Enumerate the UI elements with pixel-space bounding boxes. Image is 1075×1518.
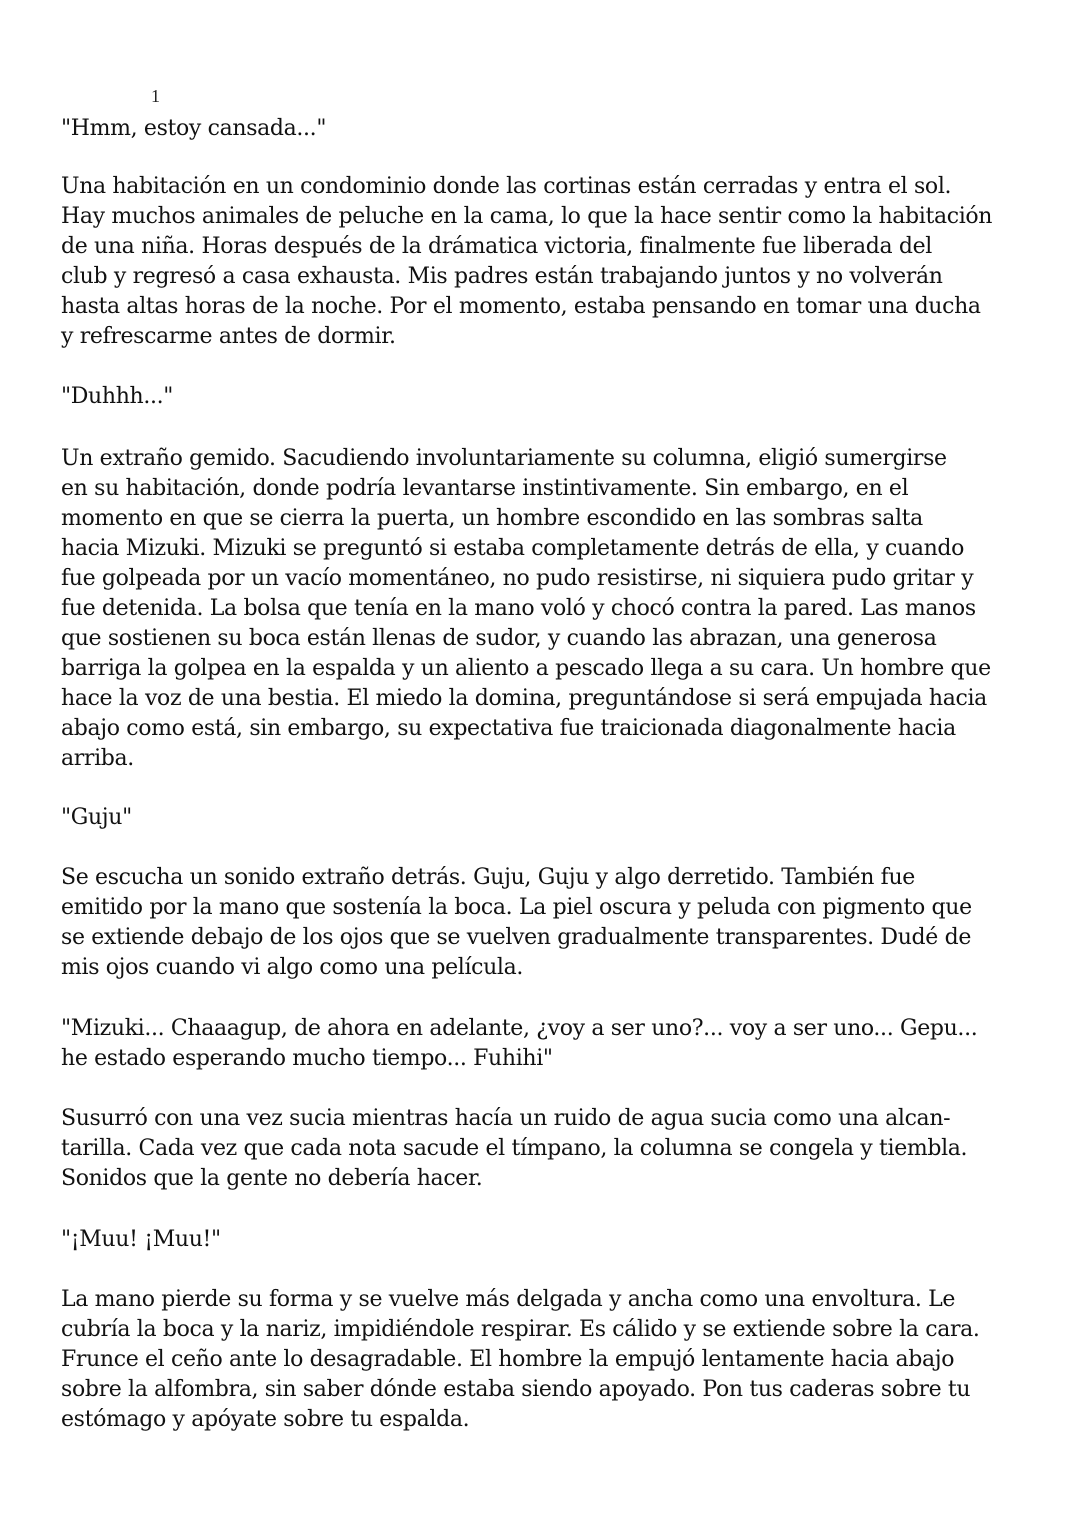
text-line: La mano pierde su forma y se vuelve más delgada y ancha como una envoltura. Le [61, 1287, 956, 1312]
text-line: que sostienen su boca están llenas de sudor, y cuando las abrazan, una generosa [61, 626, 937, 651]
dialogue-line: "Duhhh..." [61, 384, 174, 409]
text-line: de una niña. Horas después de la drámatica victoria, finalmente fue liberada del [61, 234, 932, 259]
text-line: Se escucha un sonido extraño detrás. Guju, Guju y algo derretido. También fue [61, 865, 915, 890]
text-line: hasta altas horas de la noche. Por el momento, estaba pensando en tomar una ducha [61, 294, 981, 319]
dialogue-line: "Guju" [61, 805, 132, 830]
text-line: cubría la boca y la nariz, impidiéndole respirar. Es cálido y se extiende sobre la cara. [61, 1317, 980, 1342]
text-line: hace la voz de una bestia. El miedo la domina, preguntándose si será empujada hacia [61, 686, 987, 711]
dialogue-line: "¡Muu! ¡Muu!" [61, 1227, 221, 1252]
text-line: Hay muchos animales de peluche en la cama, lo que la hace sentir como la habitación [61, 204, 993, 229]
text-line: Frunce el ceño ante lo desagradable. El hombre la empujó lentamente hacia abajo [61, 1347, 955, 1372]
text-line: fue golpeada por un vacío momentáneo, no pudo resistirse, ni siquiera pudo gritar y [61, 566, 974, 591]
text-line: Susurró con una vez sucia mientras hacía un ruido de agua sucia como una alcan- [61, 1106, 951, 1131]
text-line: hacia Mizuki. Mizuki se preguntó si estaba completamente detrás de ella, y cuando [61, 536, 965, 561]
text-line: arriba. [61, 746, 134, 771]
text-line: momento en que se cierra la puerta, un hombre escondido en las sombras salta [61, 506, 923, 531]
dialogue-line: "Mizuki... Chaaagup, de ahora en adelante, ¿voy a ser uno?... voy a ser uno... Gepu... [61, 1016, 978, 1041]
text-line: mis ojos cuando vi algo como una película. [61, 955, 524, 980]
text-line: y refrescarme antes de dormir. [61, 324, 396, 349]
text-line: fue detenida. La bolsa que tenía en la mano voló y chocó contra la pared. Las manos [61, 596, 976, 621]
text-line: estómago y apóyate sobre tu espalda. [61, 1407, 470, 1432]
text-line: se extiende debajo de los ojos que se vuelven gradualmente transparentes. Dudé de [61, 925, 971, 950]
text-line: abajo como está, sin embargo, su expectativa fue traicionada diagonalmente hacia [61, 716, 956, 741]
page-number: 1 [151, 86, 160, 106]
text-line: emitido por la mano que sostenía la boca. La piel oscura y peluda con pigmento que [61, 895, 972, 920]
text-line: Una habitación en un condominio donde las cortinas están cerradas y entra el sol. [61, 174, 952, 199]
text-line: en su habitación, donde podría levantarse instintivamente. Sin embargo, en el [61, 476, 909, 501]
dialogue-line: "Hmm, estoy cansada..." [61, 116, 327, 141]
text-line: tarilla. Cada vez que cada nota sacude el tímpano, la columna se congela y tiembla. [61, 1136, 968, 1161]
text-line: Un extraño gemido. Sacudiendo involuntariamente su columna, eligió sumergirse [61, 446, 947, 471]
dialogue-line: he estado esperando mucho tiempo... Fuhihi" [61, 1046, 553, 1071]
text-line: barriga la golpea en la espalda y un aliento a pescado llega a su cara. Un hombre que [61, 656, 991, 681]
text-line: Sonidos que la gente no debería hacer. [61, 1166, 483, 1191]
text-line: sobre la alfombra, sin saber dónde estaba siendo apoyado. Pon tus caderas sobre tu [61, 1377, 971, 1402]
text-line: club y regresó a casa exhausta. Mis padres están trabajando juntos y no volverán [61, 264, 943, 289]
